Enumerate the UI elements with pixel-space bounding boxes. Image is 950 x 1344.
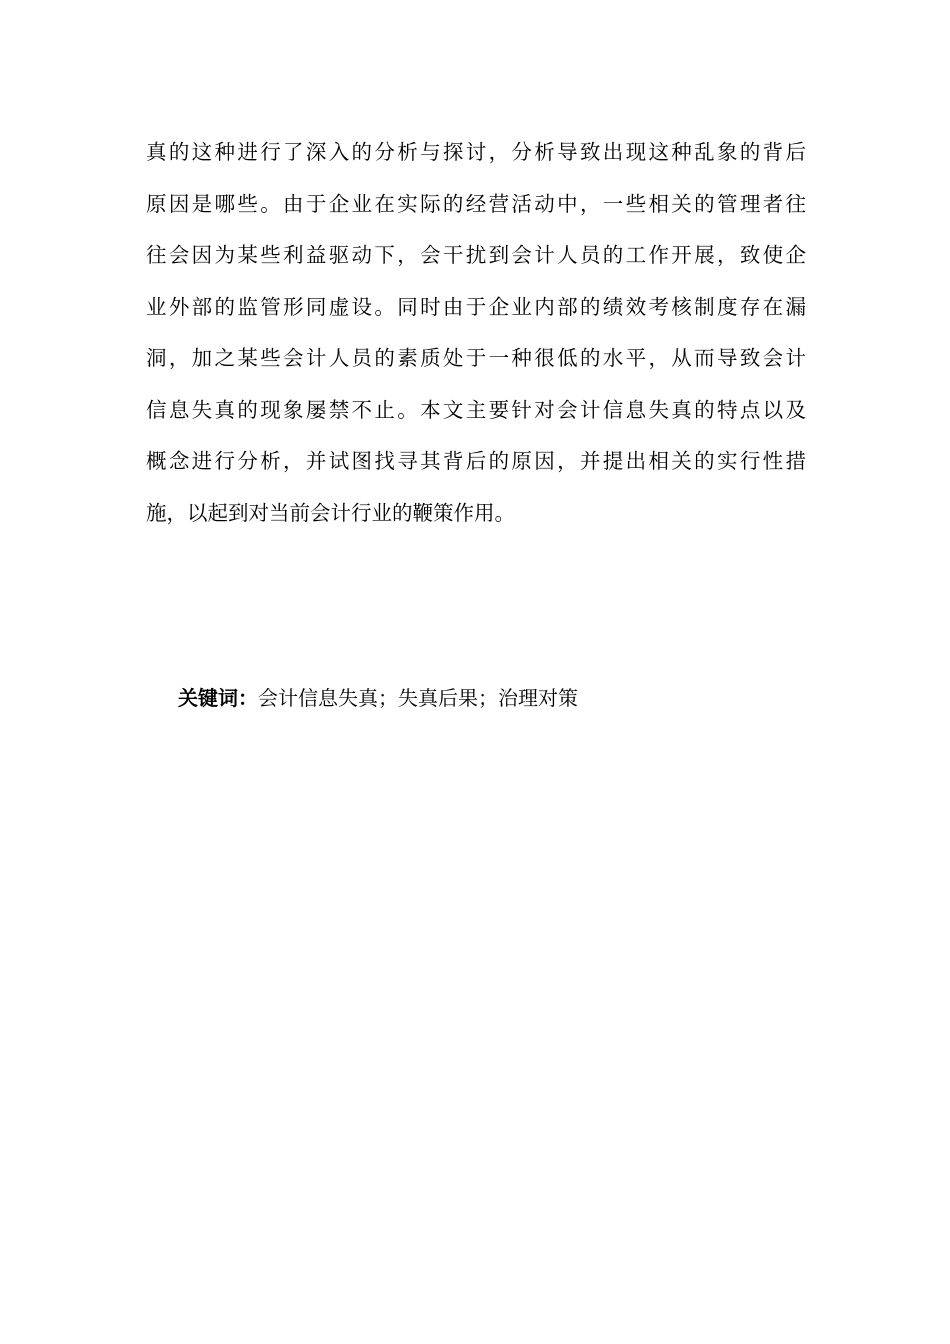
abstract-line: 施，以起到对当前会计行业的鞭策作用。 (146, 500, 515, 525)
abstract-line: 真的这种进行了深入的分析与探讨，分析导致出现这种乱象的背后 (146, 140, 806, 164)
abstract-line: 洞，加之某些会计人员的素质处于一种很低的水平，从而导致会计 (146, 346, 806, 370)
abstract-line: 概念进行分析，并试图找寻其背后的原因，并提出相关的实行性措 (146, 449, 806, 473)
keywords-line (178, 678, 578, 718)
abstract-line: 原因是哪些。由于企业在实际的经营活动中，一些相关的管理者往 (146, 191, 806, 216)
abstract-line: 信息失真的现象屡禁不止。本文主要针对会计信息失真的特点以及 (146, 397, 806, 422)
keywords-value: 会计信息失真；失真后果；治理对策 (258, 686, 578, 710)
abstract-line: 业外部的监管形同虚设。同时由于企业内部的绩效考核制度存在漏 (146, 294, 806, 319)
keywords-label: 关键词： (178, 686, 258, 710)
abstract-line: 往会因为某些利益驱动下，会干扰到会计人员的工作开展，致使企 (146, 243, 806, 267)
abstract-body (146, 132, 806, 544)
